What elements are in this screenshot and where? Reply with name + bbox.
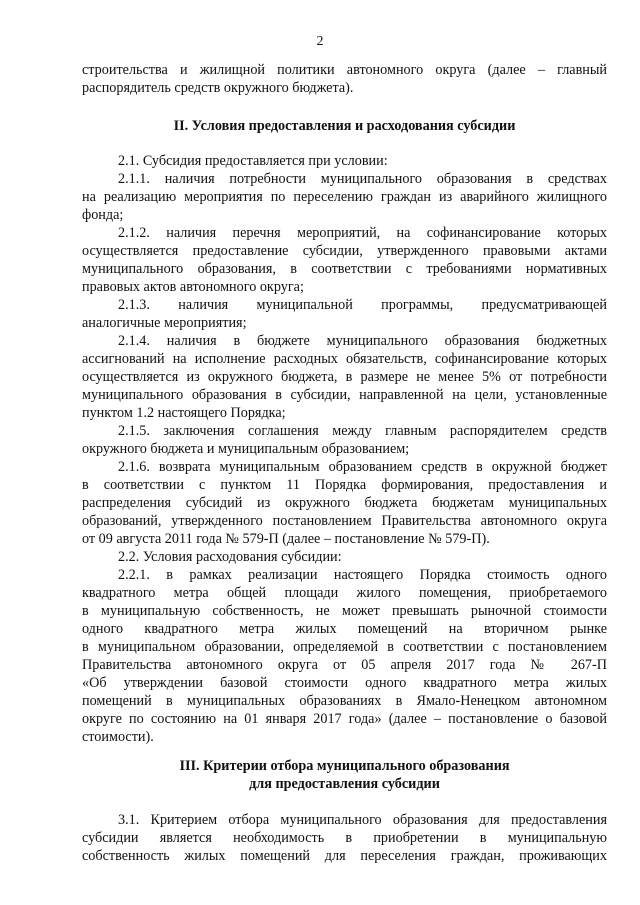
- paragraph-2-1-4: 2.1.4. наличия в бюджете муниципального образования бюджетных: [118, 333, 607, 349]
- paragraph-2-2: 2.2. Условия расходования субсидии:: [118, 549, 342, 565]
- text-line: осуществляется из окружного бюджета, в размере не менее 5% от потребности: [82, 369, 607, 385]
- paragraph-2-2-1: 2.2.1. в рамках реализации настоящего Порядка стоимость одного: [118, 567, 607, 583]
- text-line: округе по состоянию на 01 января 2017 года» (далее – постановление о базовой: [82, 711, 607, 727]
- text-line: правовых актов автономного округа;: [82, 279, 304, 295]
- text-line: на реализацию мероприятия по переселению граждан из аварийного жилищного: [82, 189, 607, 205]
- text-line: муниципального образования в субсидии, направленной на цели, установленные: [82, 387, 607, 403]
- text-line: помещений в муниципальных образованиях в Ямало-Ненецком автономном: [82, 693, 607, 709]
- text-line: в муниципальную собственность, не может превышать рыночной стоимости: [82, 603, 607, 619]
- paragraph-2-1-2: 2.1.2. наличия перечня мероприятий, на софинансирование которых: [118, 225, 607, 241]
- section-heading: II. Условия предоставления и расходования субсидии: [173, 118, 516, 134]
- paragraph-2-1-1: 2.1.1. наличия потребности муниципального образования в средствах: [118, 171, 607, 187]
- text-line: стоимости).: [82, 729, 154, 745]
- section-heading: для предоставления субсидии: [249, 776, 440, 792]
- text-line: Правительства автономного округа от 05 апреля 2017 года № 267-П: [82, 657, 607, 673]
- text-line: субсидии является необходимость в приобретении в муниципальную: [82, 830, 607, 846]
- page-number: 2: [316, 34, 324, 49]
- text-line: квадратного метра общей площади жилого помещения, приобретаемого: [82, 585, 607, 601]
- text-line: строительства и жилищной политики автономного округа (далее – главный: [82, 62, 607, 78]
- text-line: муниципального образования, в соответствии с требованиями нормативных: [82, 261, 607, 277]
- text-line: от 09 августа 2011 года № 579-П (далее – постановление № 579-П).: [82, 531, 490, 547]
- text-line: пунктом 1.2 настоящего Порядка;: [82, 405, 286, 421]
- text-line: окружного бюджета и муниципальным образованием;: [82, 441, 410, 457]
- text-line: одного квадратного метра жилых помещений на вторичном рынке: [82, 621, 607, 637]
- text-line: ассигнований на исполнение расходных обязательств, софинансирование которых: [82, 351, 607, 367]
- text-line: фонда;: [82, 207, 124, 223]
- text-line: распорядитель средств окружного бюджета).: [82, 80, 354, 96]
- text-line: аналогичные мероприятия;: [82, 315, 247, 331]
- paragraph-2-1-6: 2.1.6. возврата муниципальным образованием средств в окружной бюджет: [118, 459, 607, 475]
- text-line: в муниципальном образовании, определяемой в соответствии с постановлением: [82, 639, 607, 655]
- paragraph-2-1-3: 2.1.3. наличия муниципальной программы, предусматривающей: [118, 297, 607, 313]
- section-heading: III. Критерии отбора муниципального образования: [179, 758, 510, 774]
- text-line: «Об утверждении базовой стоимости одного квадратного метра жилых: [82, 675, 607, 691]
- text-line: образований, утвержденного постановлением Правительства автономного округа: [82, 513, 607, 529]
- text-line: осуществляется предоставление субсидии, утвержденного правовыми актами: [82, 243, 607, 259]
- paragraph-3-1: 3.1. Критерием отбора муниципального образования для предоставления: [118, 812, 607, 828]
- paragraph-2-1-5: 2.1.5. заключения соглашения между главным распорядителем средств: [118, 423, 607, 439]
- text-line: в соответствии с пунктом 11 Порядка формирования, предоставления и: [82, 477, 607, 493]
- paragraph-2-1: 2.1. Субсидия предоставляется при условии:: [118, 153, 388, 169]
- text-line: распределения субсидий из окружного бюджета бюджетам муниципальных: [82, 495, 607, 511]
- text-line: собственность жилых помещений для переселения граждан, проживающих: [82, 848, 607, 864]
